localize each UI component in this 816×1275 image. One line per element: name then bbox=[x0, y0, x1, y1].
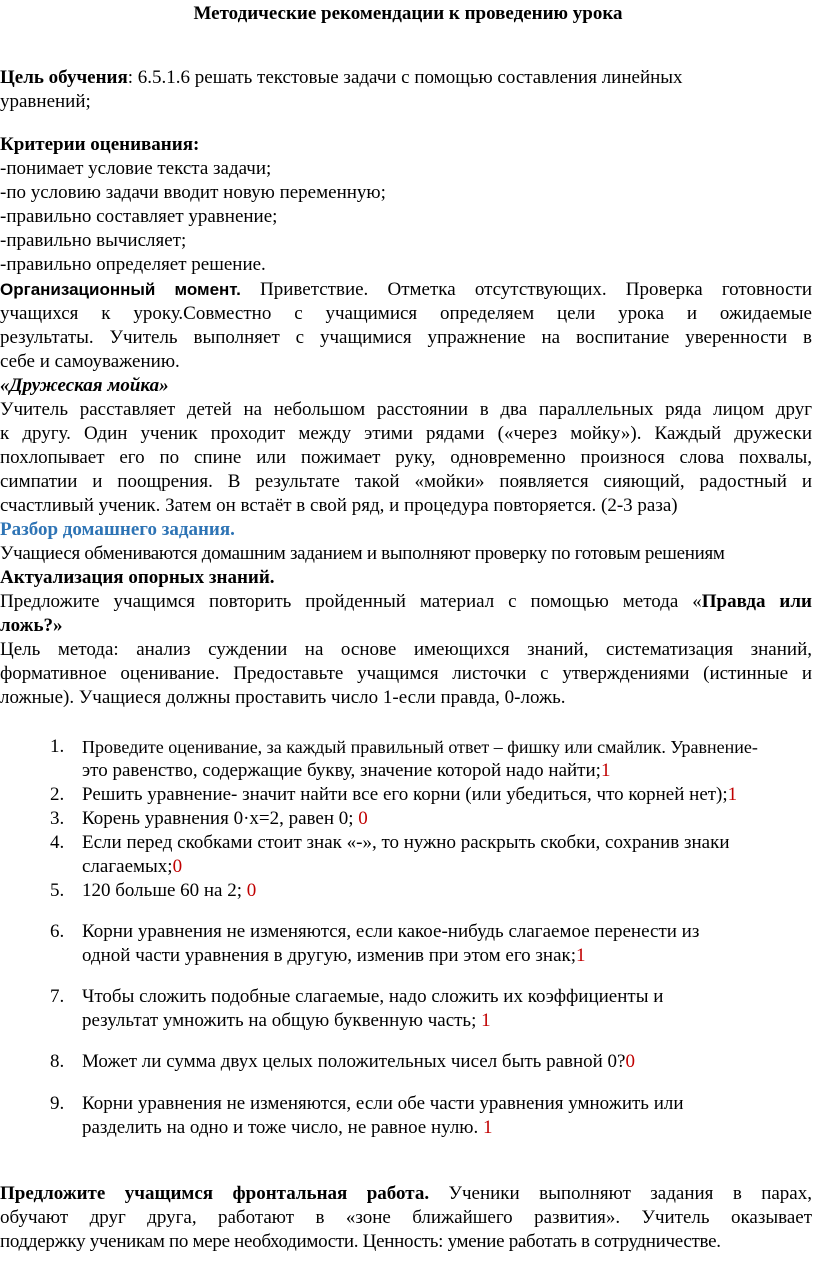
frontal-text: Ученики выполняют задания в парах, bbox=[429, 1183, 812, 1204]
exercise-title: «Дружеская мойка» bbox=[0, 375, 169, 396]
list-item-text: Корни уравнения не изменяются, если какое-нибудь слагаемое перенести из bbox=[82, 921, 700, 942]
list-item-text: это равенство, содержащие букву, значение которой надо найти;1 bbox=[82, 760, 611, 781]
answer-value: 1 bbox=[576, 945, 586, 966]
list-item-number: 2. bbox=[50, 784, 65, 805]
homework-heading: Разбор домашнего задания. bbox=[0, 519, 235, 540]
list-item-text: результат умножить на общую буквенную часть; 1 bbox=[82, 1010, 491, 1031]
exercise-line: симпатии и поощрения. В результате такой «мойки» появляется сияющий, радостный и bbox=[0, 471, 812, 492]
org-line-4: себе и самоуважению. bbox=[0, 351, 180, 372]
org-text: Приветствие. Отметка отсутствующих. Проверка готовности bbox=[240, 279, 813, 300]
actualization-heading: Актуализация опорных знаний. bbox=[0, 567, 275, 588]
goal-text: : 6.5.1.6 решать текстовые задачи с помощью составления линейных bbox=[127, 67, 683, 88]
frontal-label: Предложите учащимся фронтальная работа. bbox=[0, 1183, 430, 1204]
list-item-text: Решить уравнение- значит найти все его корни (или убедиться, что корней нет);1 bbox=[82, 784, 738, 805]
answer-value: 1 bbox=[600, 760, 611, 781]
list-item-number: 6. bbox=[50, 921, 65, 942]
method-name-cont: ложь?» bbox=[0, 615, 63, 636]
exercise-line: счастливый ученик. Затем он встаёт в свой ряд, и процедура повторяется. (2-3 раза) bbox=[0, 495, 678, 516]
list-item-number: 4. bbox=[50, 832, 65, 853]
list-item-text: Корень уравнения 0·x=2, равен 0; 0 bbox=[82, 808, 368, 829]
page-title: Методические рекомендации к проведению урока bbox=[193, 3, 623, 24]
list-item-text: Проведите оценивание, за каждый правильный ответ – фишку или смайлик. Уравнение- bbox=[82, 737, 758, 757]
goal-line-1 bbox=[0, 66, 683, 90]
goal-label: Цель обучения bbox=[0, 67, 128, 88]
list-item-text: одной части уравнения в другую, изменив при этом его знак;1 bbox=[82, 945, 586, 966]
list-item-text: слагаемых;0 bbox=[82, 856, 183, 877]
org-label: Организационный момент. bbox=[0, 280, 241, 299]
actualization-line: Цель метода: анализ суждении на основе имеющихся знаний, систематизация знаний, bbox=[0, 639, 812, 660]
frontal-line-3: поддержку ученикам по мере необходимости. Ценность: умение работать в сотрудничестве. bbox=[0, 1231, 721, 1252]
criteria-item: -правильно составляет уравнение; bbox=[0, 206, 278, 227]
list-item-text: 120 больше 60 на 2; 0 bbox=[82, 880, 257, 901]
goal-line-2: уравнений; bbox=[0, 91, 91, 112]
actualization-intro: Предложите учащимся повторить пройденный материал с помощью метода « bbox=[0, 591, 702, 612]
org-line-3: результаты. Учитель выполняет с учащимися упражнение на воспитание уверенности в bbox=[0, 327, 812, 348]
list-item-number: 9. bbox=[50, 1093, 65, 1114]
answer-value: 0 bbox=[358, 808, 368, 829]
list-item-number: 3. bbox=[50, 808, 65, 829]
list-item-text: Может ли сумма двух целых положительных чисел быть равной 0?0 bbox=[82, 1051, 635, 1072]
list-item-text: Чтобы сложить подобные слагаемые, надо сложить их коэффициенты и bbox=[82, 986, 664, 1007]
list-item-number: 8. bbox=[50, 1051, 65, 1072]
criteria-item: -правильно вычисляет; bbox=[0, 230, 187, 251]
answer-value: 1 bbox=[727, 784, 738, 805]
answer-value: 0 bbox=[246, 880, 257, 901]
frontal-line-1 bbox=[0, 1182, 812, 1206]
list-item-text: разделить на одно и тоже число, не равное нулю. 1 bbox=[82, 1117, 493, 1138]
answer-value: 1 bbox=[481, 1010, 491, 1031]
exercise-line: Учитель расставляет детей на небольшом расстоянии в два параллельных ряда лицом друг bbox=[0, 399, 812, 420]
answer-value: 0 bbox=[172, 856, 183, 877]
answer-value: 0 bbox=[625, 1051, 635, 1072]
list-item-number: 5. bbox=[50, 880, 65, 901]
criteria-item: -по условию задачи вводит новую переменную; bbox=[0, 182, 386, 203]
exercise-line: похлопывает его по спине или пожимает руку, одновременно произнося слова похвалы, bbox=[0, 447, 812, 468]
list-item-number: 7. bbox=[50, 986, 65, 1007]
org-line-2: учащихся к уроку.Совместно с учащимися определяем цели урока и ожидаемые bbox=[0, 303, 812, 324]
method-name: Правда или bbox=[701, 591, 812, 612]
actualization-line: формативное оценивание. Предоставьте учащимся листочки с утверждениями (истинные и bbox=[0, 663, 812, 684]
homework-text: Учащиеся обмениваются домашним заданием и выполняют проверку по готовым решениям bbox=[0, 543, 725, 564]
criteria-heading: Критерии оценивания: bbox=[0, 134, 200, 155]
list-item-number: 1. bbox=[50, 736, 65, 757]
frontal-line-2: обучают друг друга, работают в «зоне ближайшего развития». Учитель оказывает bbox=[0, 1207, 812, 1228]
org-line-1 bbox=[0, 278, 812, 302]
criteria-item: -правильно определяет решение. bbox=[0, 254, 266, 275]
list-item-text: Если перед скобками стоит знак «-», то нужно раскрыть скобки, сохранив знаки bbox=[82, 832, 730, 853]
list-item-text: Корни уравнения не изменяются, если обе части уравнения умножить или bbox=[82, 1093, 684, 1114]
answer-value: 1 bbox=[483, 1117, 493, 1138]
criteria-item: -понимает условие текста задачи; bbox=[0, 158, 272, 179]
actualization-line-1 bbox=[0, 590, 812, 614]
exercise-line: к другу. Один ученик проходит между этими рядами («через мойку»). Каждый дружески bbox=[0, 423, 812, 444]
actualization-line: ложные). Учащиеся должны проставить число 1-если правда, 0-ложь. bbox=[0, 687, 566, 708]
